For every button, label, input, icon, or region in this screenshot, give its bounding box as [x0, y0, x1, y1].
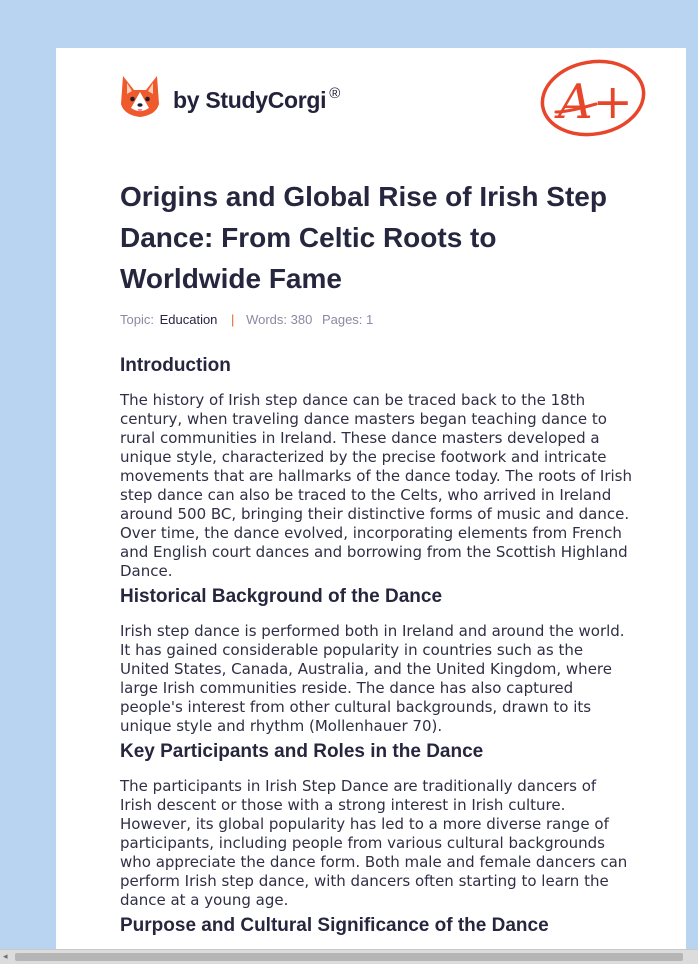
corgi-icon [120, 74, 160, 120]
word-count: Words: 380 [246, 312, 313, 327]
section-heading-historical-background: Historical Background of the Dance [120, 586, 443, 607]
section-paragraph: Irish step dance is performed both in Ireland and around the world. It has gained considerable popularity in countries such as the United States, Canada, Australia, and the United Kingdom, where large Irish communities reside. The dance has also captured people's interest from other cultural backgrounds, drawn to its unique style and rhythm (Mollenhauer 70). [120, 622, 625, 735]
brand-text: by StudyCorgi [173, 86, 327, 113]
section-paragraph: The history of Irish step dance can be traced back to the 18th century, when traveling dance masters began teaching dance to rural communities in Ireland. These dance masters developed a unique style, characterized by the precise footwork and intricate movements that are hallmarks of the dance today. The roots of Irish step dance can also be traced to the Celts, who arrived in Ireland around 500 BC, bringing their distinctive forms of music and dance. Over time, the dance evolved, incorporating elements from French and English court dances and borrowing from the Scottish Highland Dance. [120, 391, 632, 580]
registered-mark: ® [329, 84, 341, 102]
section-paragraph: The participants in Irish Step Dance are traditionally dancers of Irish descent or those with a strong interest in Irish culture. However, its global popularity has led to a more diverse range of participants, including people from various cultural backgrounds who appreciate the dance form. Both male and female dancers can perform Irish step dance, with dancers often starting to learn the dance at a young age. [120, 777, 628, 909]
page-count: Pages: 1 [321, 312, 374, 327]
section-heading-purpose: Purpose and Cultural Significance of the Dance [120, 915, 549, 936]
scrollbar-thumb[interactable] [15, 953, 683, 961]
studycorgi-logo[interactable] [120, 74, 340, 120]
brand-name [173, 85, 340, 114]
document-meta [120, 312, 373, 327]
grade-a-plus-stamp [538, 58, 648, 140]
topic-label: Topic: [120, 312, 154, 327]
horizontal-scrollbar[interactable] [0, 949, 698, 964]
section-heading-key-participants: Key Participants and Roles in the Dance [120, 741, 484, 762]
document-title: Origins and Global Rise of Irish Step Dance: From Celtic Roots to Worldwide Fame [120, 181, 607, 294]
topic-link[interactable]: Education [159, 312, 218, 327]
section-heading-introduction: Introduction [120, 355, 231, 376]
meta-separator: | [231, 312, 235, 327]
document-body [120, 354, 632, 964]
grade-text: A+ [558, 74, 633, 130]
scroll-left-arrow-icon[interactable]: ◂ [3, 952, 8, 962]
document-page [56, 48, 686, 964]
